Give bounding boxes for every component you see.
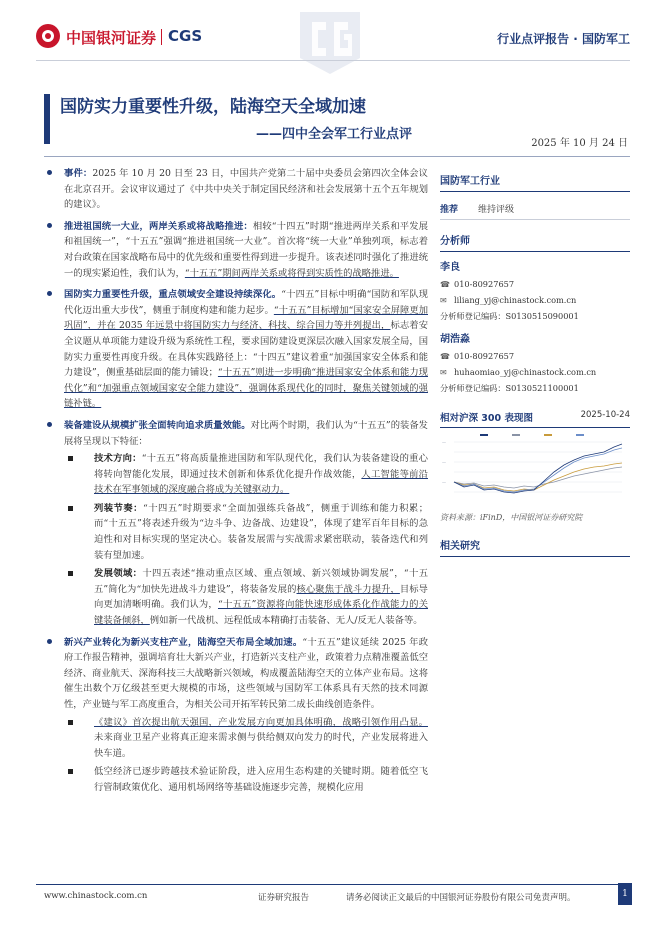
analyst-card (440, 330, 630, 396)
paragraph-text-underlined: “十五五”期间两岸关系或将得到实质性的战略推进。 (184, 267, 399, 279)
analyst-name: 李良 (440, 262, 460, 273)
square-bullet-icon (68, 506, 73, 511)
subpoint-text: “十四五”时期要求“全面加强练兵备战”，侧重于训练和能力积累；而“十五五”将表述升级为“边斗争、边备战、边建设”，体现了建军百年目标的急迫性和对目标实现的坚定决心。装备发展需与实战需求紧密联动，装备迭代和列装有望加速。 (94, 502, 428, 561)
subpoint-text-underlined: 《建议》首次提出航天强国，产业发展方向更加具体明确， (94, 716, 343, 728)
subpoint-deployment-pace (46, 501, 428, 563)
subpoint-text-underlined: 人工智能等前沿技术在军事领域的深度融合将成为关键驱动力。 (94, 468, 428, 496)
company-logo (36, 24, 236, 50)
relative-performance-chart (440, 432, 624, 510)
title-divider (44, 156, 630, 157)
analyst-phone-row (440, 276, 630, 292)
logo-emblem-icon (36, 24, 60, 48)
chart-title: 相对沪深 300 表现图 (440, 413, 533, 424)
analyst-cert: 分析师登记编码：S0130515090001 (440, 311, 579, 321)
subpoint-text: 十四五表述“推动重点区域、重点领域、新兴领域协调发展”，“十五五”简化为“加快先进战斗力建设”，将装备发展的 (94, 568, 428, 595)
subpoint-low-altitude (46, 764, 428, 795)
paragraph-text: 标志着安全议题从单项能力建设升级为系统性工程，要求国防建设更深层次融入国家发展全局，国防实力重要性再度升级。在具体实践路径上：“十四五”建议着重“加强国家安全体系和能力建设”，侧重基础层面的能力铺设； (64, 320, 428, 379)
square-bullet-icon (68, 769, 73, 774)
subpoint-text-underlined: 战略引领作用凸显。 (342, 716, 428, 728)
rating-value: 维持评级 (478, 205, 515, 215)
logo-english-text: CGS (168, 27, 203, 45)
subpoint-text-underlined: “十五五”资源将向能快速形成体系化作战能力的关键装备倾斜， (94, 599, 428, 627)
bullet-icon (47, 223, 52, 228)
footer-report-type: 证券研究报告 (258, 893, 310, 903)
subpoint-lead: 发展领域： (94, 568, 143, 580)
phone-icon: ☎ (440, 279, 451, 289)
subpoint-lead: 列装节奏： (94, 502, 143, 514)
report-category: 行业点评报告 · 国防军工 (497, 32, 630, 46)
report-title: 国防实力重要性升级，陆海空天全域加速 (60, 97, 366, 117)
bullet-icon (47, 291, 52, 296)
square-bullet-icon (68, 456, 73, 461)
analysts-heading: 分析师 (440, 226, 630, 252)
phone-icon: ☎ (440, 351, 451, 361)
paragraph-lead: 推进祖国统一大业，两岸关系或将战略推进： (64, 220, 253, 232)
report-date: 2025 年 10 月 24 日 (531, 138, 628, 149)
analyst-phone-row (440, 348, 630, 364)
subpoint-text: “十五五”将高质量推进国防和军队现代化，我们认为装备建设的重心将转向智能化发展，即通过技术创新和体系优化提升作战效能， (94, 453, 428, 480)
chart-source: 资料来源：iFinD，中国银河证券研究院 (440, 513, 583, 522)
footer-website-link[interactable]: www.chinastock.com.cn (44, 891, 148, 901)
paragraph-defense (46, 287, 428, 412)
paragraph-text: “十四五”目标中明确“国防和军队现代化迈出重大步伐”，侧重于制度构建和能力起步。 (64, 289, 428, 316)
analyst-cert: 分析师登记编码：S0130521100001 (440, 383, 579, 393)
report-body (46, 166, 428, 799)
subpoint-aerospace (46, 715, 428, 762)
paragraph-lead: 新兴产业转化为新兴支柱产业，陆海空天布局全域加速。 (64, 636, 303, 648)
paragraph-text-underlined: “十五五”则进一步明确“推进国家安全体系和能力现代化”和“加强重点领域国家安全能力建设”，强调体系现代化的同时，聚焦关键领域的强链补链。 (64, 367, 428, 410)
paragraph-text: 相较“十四五”时期“推进两岸关系和平发展和祖国统一”，“十五五”强调“推进祖国统一大业”。首次将“统一大业”单独列项，标志着对台政策在国家战略布局中的优先级和重要性得到进一步提升。该表述同时强化了推进统一的现实紧迫性，我们认为， (64, 220, 428, 279)
analyst-email-row[interactable] (440, 364, 630, 380)
mail-icon: ✉ (440, 295, 447, 305)
analyst-phone: 010-80927657 (454, 279, 515, 289)
subpoint-text-underlined: 核心聚焦于战斗力提升， (296, 583, 400, 595)
analyst-phone: 010-80927657 (454, 351, 515, 361)
page-number: 1 (618, 883, 632, 905)
rating-row (440, 198, 630, 220)
logo-divider (161, 29, 162, 45)
subpoint-text: 低空经济已逐步跨越技术验证阶段，进入应用生态构建的关键时期。随着低空飞行管制政策优化、通用机场网络等基础设施逐步完善，规模化应用 (94, 766, 428, 793)
chart-heading (440, 410, 630, 428)
subpoint-tech-direction (46, 451, 428, 498)
subpoint-text: 未来商业卫星产业将真正迎来需求侧与供给侧双向发力的时代，产业发展将进入快车道。 (94, 732, 428, 759)
report-subtitle: ——四中全会军工行业点评 (256, 127, 413, 142)
related-research-heading: 相关研究 (440, 531, 630, 557)
subpoint-lead: 技术方向： (94, 453, 142, 465)
industry-heading: 国防军工行业 (440, 166, 630, 192)
chart-date: 2025-10-24 (580, 410, 630, 420)
paragraph-text: 2025 年 10 月 20 日至 23 日，中国共产党第二十届中央委员会第四次全体会议在北京召开。会议审议通过了《中共中央关于制定国民经济和社会发展第十五个五年规划的建议》。 (64, 168, 428, 211)
paragraph-event (46, 166, 428, 213)
paragraph-text: “十五五”建议延续 2025 年政府工作报告精神，强调培育壮大新兴产业，打造新兴支柱产业，政策着力点精准覆盖低空经济、商业航天、深海科技三大战略新兴领域，构成覆盖陆海空天的立体产业布局。这将催生出数个万亿级甚至更大规模的市场，这些领域与国防军工体系具有天然的技术同源性，产业链与军工高度重合，为相关公司开拓军转民第二成长曲线创造条件。 (64, 636, 428, 710)
paragraph-emerging-industry (46, 635, 428, 713)
title-accent-bar (44, 94, 50, 144)
square-bullet-icon (68, 720, 73, 725)
analyst-email[interactable]: huhaomiao_yj@chinastock.com.cn (454, 367, 597, 377)
chart-background (440, 432, 624, 510)
bullet-icon (47, 170, 52, 175)
subpoint-text: 目标导向更加清晰明确。我们认为， (94, 583, 428, 611)
analyst-email[interactable]: liliang_yj@chinastock.com.cn (454, 295, 577, 305)
bullet-icon (47, 422, 52, 427)
paragraph-lead: 事件： (64, 168, 93, 179)
paragraph-equipment (46, 418, 428, 449)
watermark-emblem-icon (290, 8, 370, 78)
footer-divider (36, 884, 630, 885)
paragraph-lead: 装备建设从规模扩张全面转向追求质量效能。 (64, 419, 251, 431)
svg-text:—: — (442, 460, 446, 465)
svg-text:—: — (442, 440, 446, 445)
paragraph-text: 对比两个时期，我们认为“十五五”的装备发展将呈现以下特征： (64, 419, 428, 447)
svg-text:—: — (442, 480, 446, 485)
subpoint-text: 例如新一代战机、远程低成本精确打击装备、无人/反无人装备等。 (149, 615, 423, 627)
square-bullet-icon (68, 571, 73, 576)
subpoint-development-field (46, 566, 428, 628)
analyst-email-row[interactable] (440, 292, 630, 308)
paragraph-lead: 国防实力重要性升级，重点领域安全建设持续深化。 (64, 289, 282, 301)
analyst-card (440, 258, 630, 324)
footer-disclaimer: 请务必阅读正文最后的中国银河证券股份有限公司免责声明。 (346, 893, 576, 903)
mail-icon: ✉ (440, 367, 447, 377)
rating-label: 推荐 (440, 205, 459, 215)
bullet-icon (47, 639, 52, 644)
paragraph-unification (46, 219, 428, 281)
logo-chinese-text: 中国银河证券 (66, 29, 157, 47)
paragraph-text-underlined: “十五五”目标增加“国家安全屏障更加巩固”，并在 2035 年远景中将国防实力与经济、科技、综合国力等并列提出， (64, 304, 428, 332)
sidebar (440, 166, 630, 563)
header-divider (36, 60, 630, 61)
analyst-name: 胡浩淼 (440, 334, 470, 345)
